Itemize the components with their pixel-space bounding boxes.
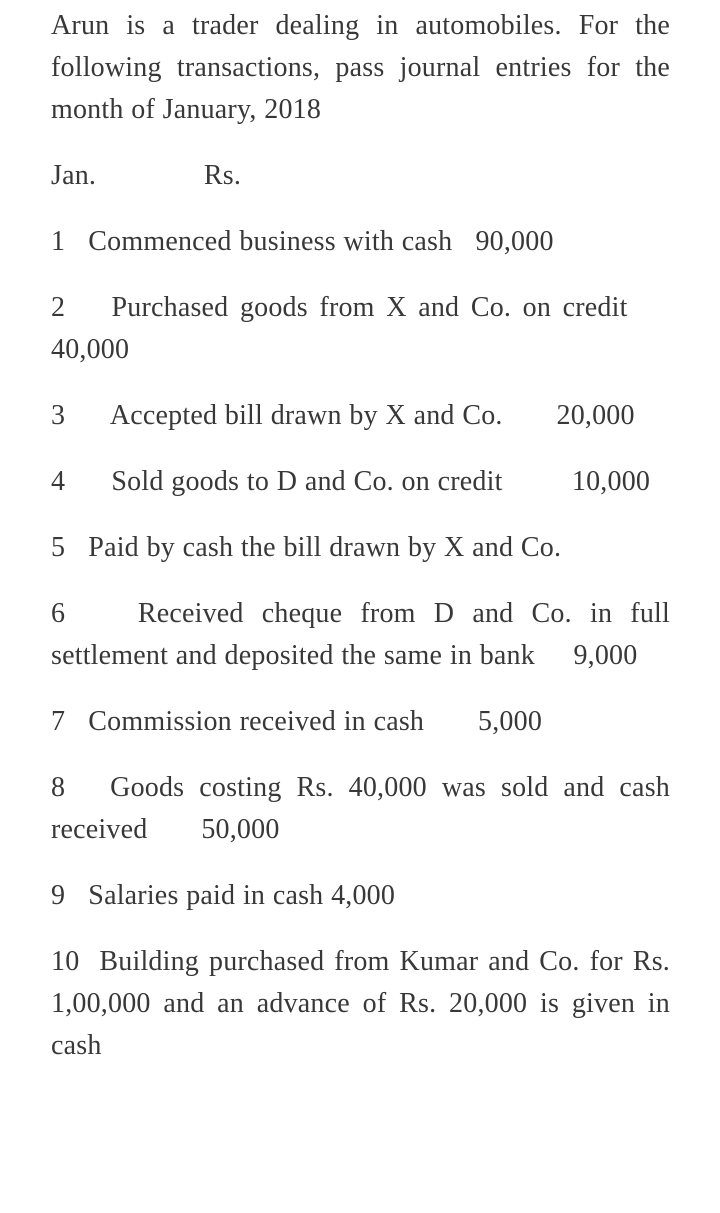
journal-entry: 10 Building purchased from Kumar and Co. for Rs. 1,00,000 and an advance of Rs. 20,000 is given in cash <box>51 946 670 1061</box>
journal-entry: 2 Purchased goods from X and Co. on credit 40,000 <box>51 292 670 365</box>
journal-entry: 7 Commission received in cash 5,000 <box>51 706 543 737</box>
journal-entry: 8 Goods costing Rs. 40,000 was sold and cash received 50,000 <box>51 772 670 845</box>
intro-paragraph: Arun is a trader dealing in automobiles. For the following transactions, pass journal entries for the month of January, 2018 <box>51 10 670 125</box>
document-body <box>51 5 670 1067</box>
journal-entry: 5 Paid by cash the bill drawn by X and Co. <box>51 532 562 563</box>
journal-entry: 4 Sold goods to D and Co. on credit 10,000 <box>51 466 651 497</box>
journal-entry: 6 Received cheque from D and Co. in full settlement and deposited the same in bank 9,000 <box>51 598 670 671</box>
journal-entry: 9 Salaries paid in cash 4,000 <box>51 880 396 911</box>
journal-entry: 3 Accepted bill drawn by X and Co. 20,000 <box>51 400 635 431</box>
date-amount-header: Jan. Rs. <box>51 160 242 191</box>
journal-entry: 1 Commenced business with cash 90,000 <box>51 226 554 257</box>
journal-entries <box>51 221 670 1067</box>
